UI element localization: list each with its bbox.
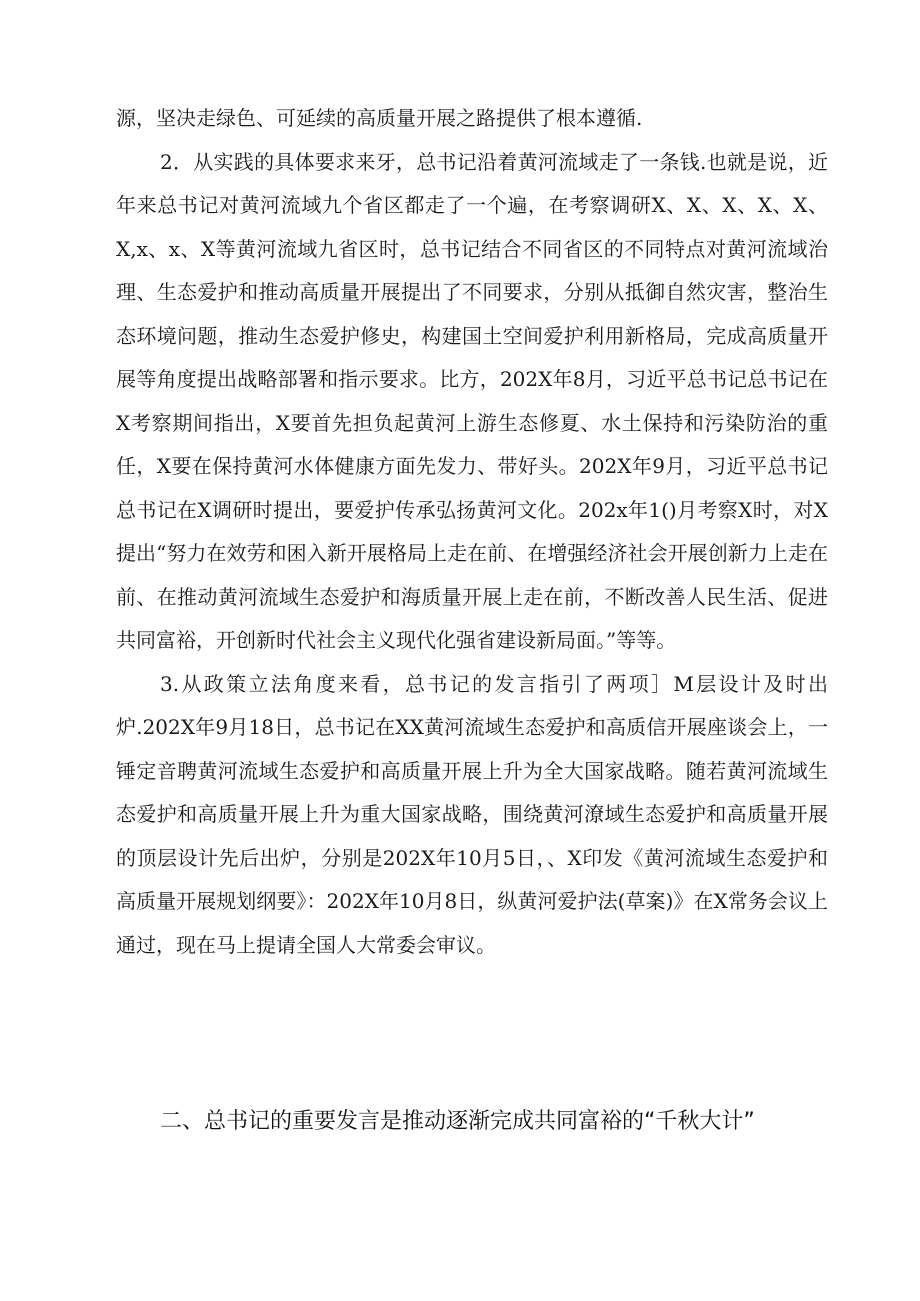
paragraph-policy-legislation: 3.从政策立法角度来看，总书记的发言指引了两项］M层设计及时出炉.202X年9月18日，总书记在XX黄河流域生态爱护和高质信开展座谈会上，一锤定音聘黄河流域生态爱护和高质量开展上升为全大国家战略。随若黄河流域生态爱护和高质量开展上升为重大国家战略，围绕黄河潦域生态爱护和高质量开展的顶层设计先后出炉，分别是202X年10月5日，、X印发《黄河流域生态爱护和高质量开展规划纲要》：202X年10月8日，纵黄河爱护法(草案)》在X常务会议上通过，现在马上提请全国人大常委会审议。	[116, 671, 828, 957]
document-body	[116, 97, 828, 967]
section-heading: 二、总书记的重要发言是推动逐渐完成共同富裕的“千秋大计”	[160, 1109, 755, 1134]
paragraph-continuation: 源，坚决走绿色、可延续的高质量开展之路提供了根本遵循.	[116, 106, 643, 130]
paragraph-practice-requirements: 2．从实践的具体要求来牙，总书记沿着黄河流域走了一条钱.也就是说，近年来总书记对黄河流域九个省区都走了一个遍，在考察调研X、X、X、X、X、X,x、x、X等黄河流域九省区时，总书记结合不同省区的不同特点对黄河流域治理、生态爱护和推动高质量开展提出了不同要求，分别从抵御自然灾害，整治生态环境问题，推动生态爱护修史，构建国土空间爱护利用新格局，完成高质量开展等角度提出战略部署和指示要求。比方，202X年8月，习近平总书记总书记在X考察期间指出，X要首先担负起黄河上游生态修夏、水土保持和污染防治的重任，X要在保持黄河水体健康方面先发力、带好头。202X年9月，习近平总书记总书记在X调研时提出，要爱护传承弘扬黄河文化。202x年1()月考察X时，对X提出“努力在效劳和困入新开展格局上走在前、在增强经济社会开展创新力上走在前、在推动黄河流域生态爱护和海质量开展上走在前，不断改善人民生活、促进共同富裕，开创新时代社会主义现代化强省建设新局面。”等等。	[116, 149, 828, 652]
